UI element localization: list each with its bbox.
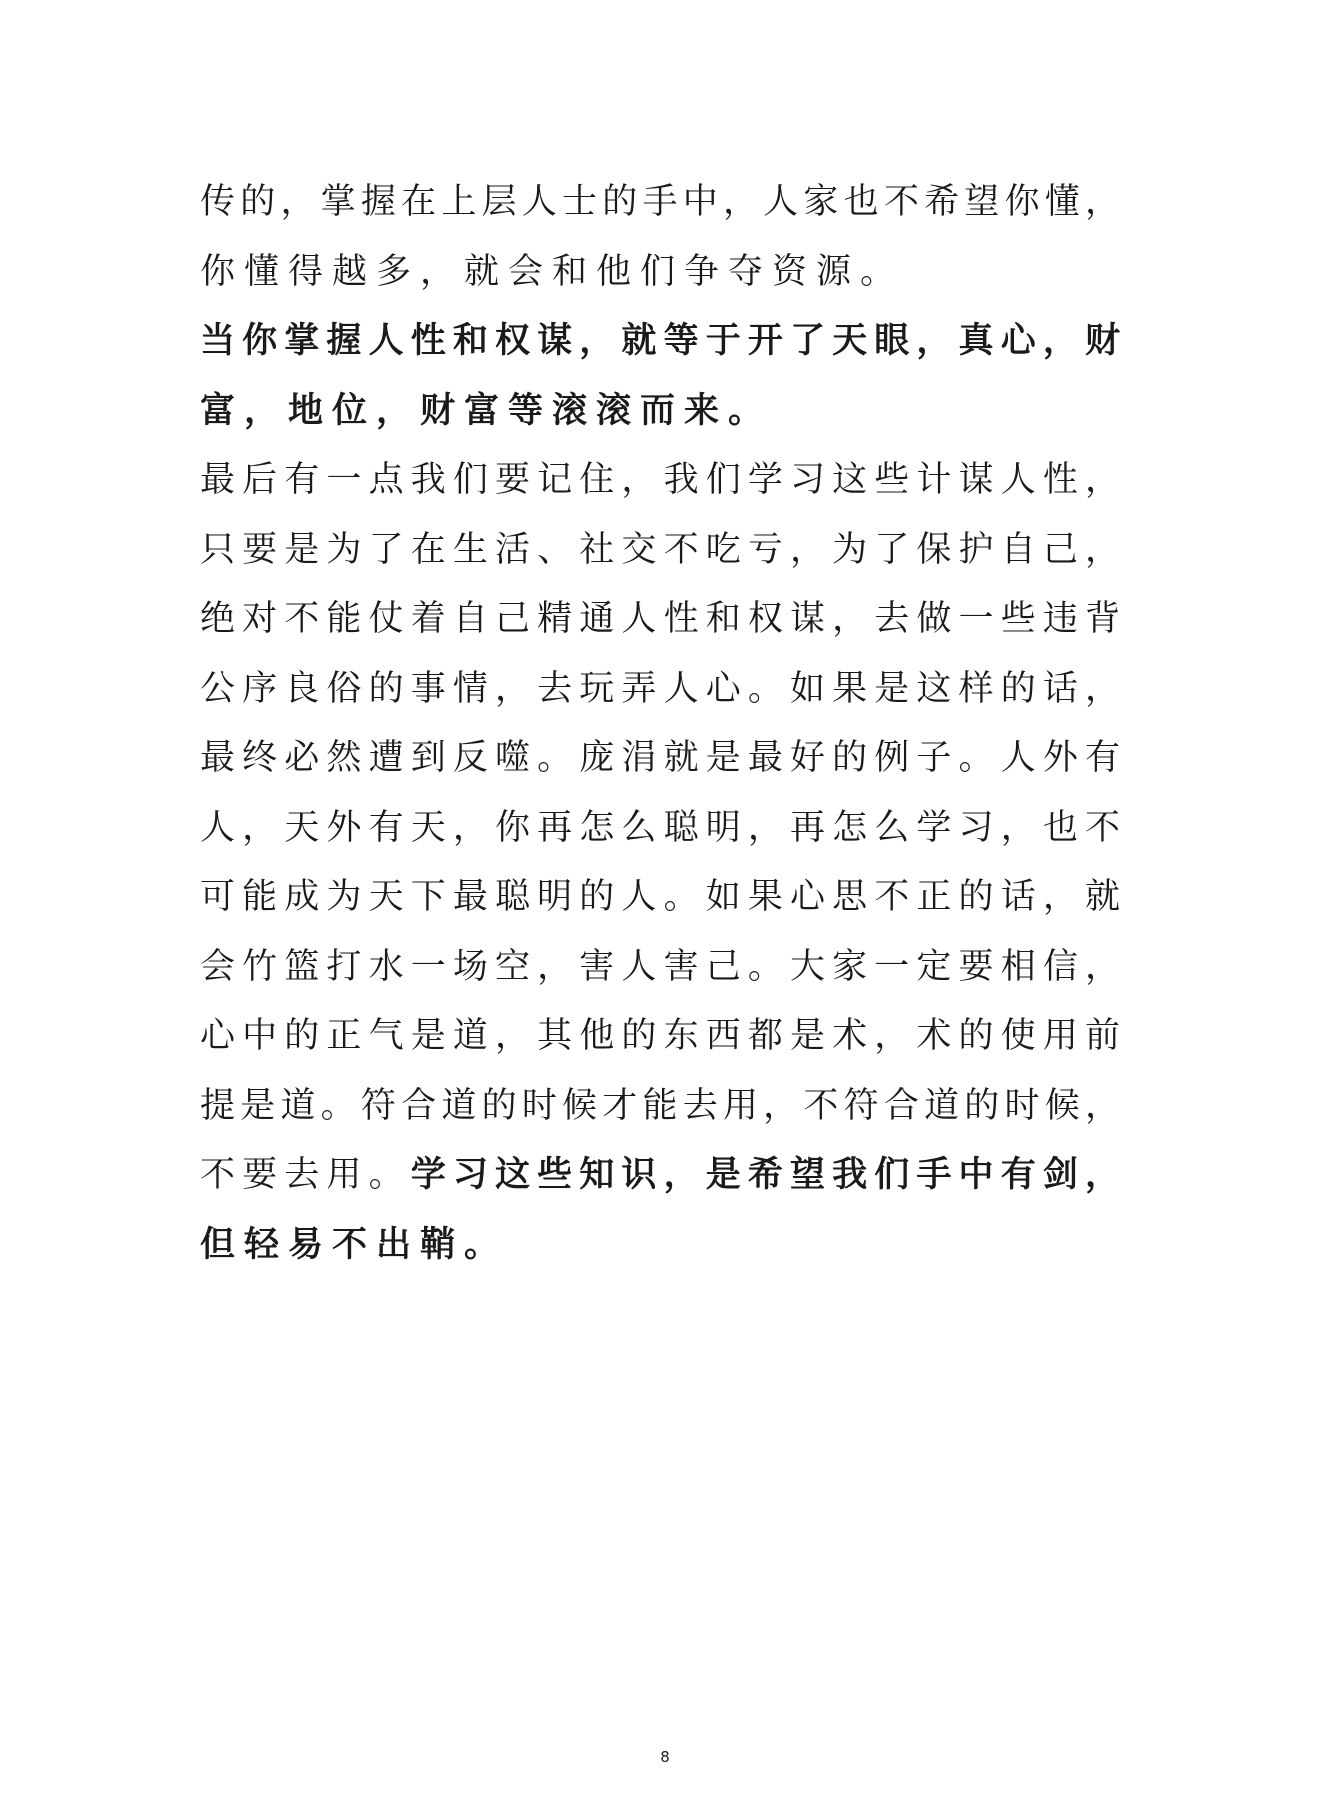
text-line: 最终必然遭到反噬。庞涓就是最好的例子。人外有 bbox=[200, 738, 1120, 778]
text-line: 公序良俗的事情，去玩弄人心。如果是这样的话， bbox=[200, 668, 1120, 709]
text-span: 不要去用。 bbox=[200, 1155, 411, 1195]
mixed-text-line bbox=[200, 1141, 1120, 1211]
text-line: 会竹篮打水一场空，害人害己。大家一定要相信， bbox=[200, 946, 1120, 987]
text-line: 只要是为了在生活、社交不吃亏，为了保护自己， bbox=[200, 529, 1120, 570]
text-line: 最后有一点我们要记住，我们学习这些计谋人性， bbox=[200, 460, 1120, 500]
text-line: 你懂得越多，就会和他们争夺资源。 bbox=[200, 251, 905, 292]
body-text bbox=[200, 168, 1120, 1280]
page-number: 8 bbox=[660, 1748, 670, 1766]
text-line: 提是道。符合道的时候才能去用，不符合道的时候， bbox=[200, 1085, 1120, 1126]
text-line: 可能成为天下最聪明的人。如果心思不正的话，就 bbox=[200, 877, 1120, 917]
text-line: 绝对不能仗着自己精通人性和权谋，去做一些违背 bbox=[200, 599, 1120, 639]
bold-text-line: 当你掌握人性和权谋，就等于开了天眼，真心，财 bbox=[200, 321, 1120, 361]
bold-text-span: 学习这些知识，是希望我们手中有剑， bbox=[410, 1155, 1120, 1195]
text-line: 心中的正气是道，其他的东西都是术，术的使用前 bbox=[200, 1016, 1120, 1056]
bold-text-line: 但轻易不出鞘。 bbox=[200, 1224, 509, 1265]
text-line: 人，天外有天，你再怎么聪明，再怎么学习，也不 bbox=[200, 807, 1120, 848]
text-line: 传的，掌握在上层人士的手中，人家也不希望你懂， bbox=[200, 182, 1120, 222]
bold-text-line: 富，地位，财富等滚滚而来。 bbox=[200, 390, 773, 431]
